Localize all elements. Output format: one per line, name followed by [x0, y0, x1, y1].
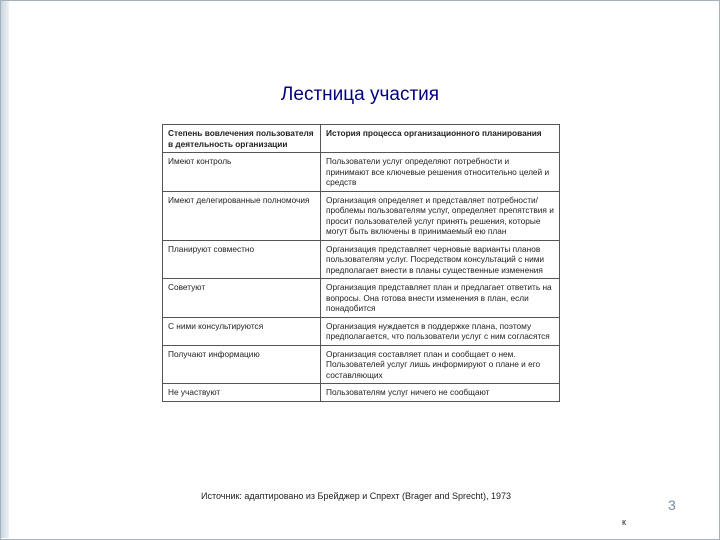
table-row: [163, 317, 560, 345]
corner-mark: к: [622, 517, 626, 527]
table-row: [163, 384, 560, 402]
level-cell: Имеют делегированные полномочия: [163, 191, 321, 240]
description-cell: Организация определяет и представляет потребности/проблемы пользователям услуг, определяет препятствия и просит пользователей услуг принять решения, которые могут быть включены в принимаемый ею план: [321, 191, 560, 240]
level-cell: Не участвуют: [163, 384, 321, 402]
header-planning-history: История процесса организационного планирования: [321, 125, 560, 153]
participation-ladder-table: [162, 124, 560, 402]
level-cell: Имеют контроль: [163, 153, 321, 192]
description-cell: Организация составляет план и сообщает о нем. Пользователей услуг лишь информируют о плане и его составляющих: [321, 345, 560, 384]
level-cell: Планируют совместно: [163, 240, 321, 279]
page-number: 3: [668, 497, 676, 513]
level-cell: С ними консультируются: [163, 317, 321, 345]
table-row: [163, 240, 560, 279]
source-citation: Источник: адаптировано из Брейджер и Спрехт (Brager and Sprecht), 1973: [201, 491, 512, 501]
header-involvement-level: Степень вовлечения пользователя в деятельность организации: [163, 125, 321, 153]
table-row: [163, 345, 560, 384]
table-header-row: [163, 125, 560, 153]
description-cell: Организация представляет план и предлагает ответить на вопросы. Она готова внести изменения в план, если понадобится: [321, 279, 560, 318]
level-cell: Советуют: [163, 279, 321, 318]
slide-left-band: [1, 1, 9, 538]
table-row: [163, 153, 560, 192]
table-row: [163, 191, 560, 240]
description-cell: Организация нуждается в поддержке плана, поэтому предполагается, что пользователи услуг с ним согласятся: [321, 317, 560, 345]
level-cell: Получают информацию: [163, 345, 321, 384]
description-cell: Пользователям услуг ничего не сообщают: [321, 384, 560, 402]
description-cell: Пользователи услуг определяют потребности и принимают все ключевые решения относительно целей и средств: [321, 153, 560, 192]
slide-title: Лестница участия: [280, 84, 440, 105]
description-cell: Организация представляет черновые варианты планов пользователям услуг. Посредством консультаций с ними предполагает внести в планы существенные изменения: [321, 240, 560, 279]
table-row: [163, 279, 560, 318]
